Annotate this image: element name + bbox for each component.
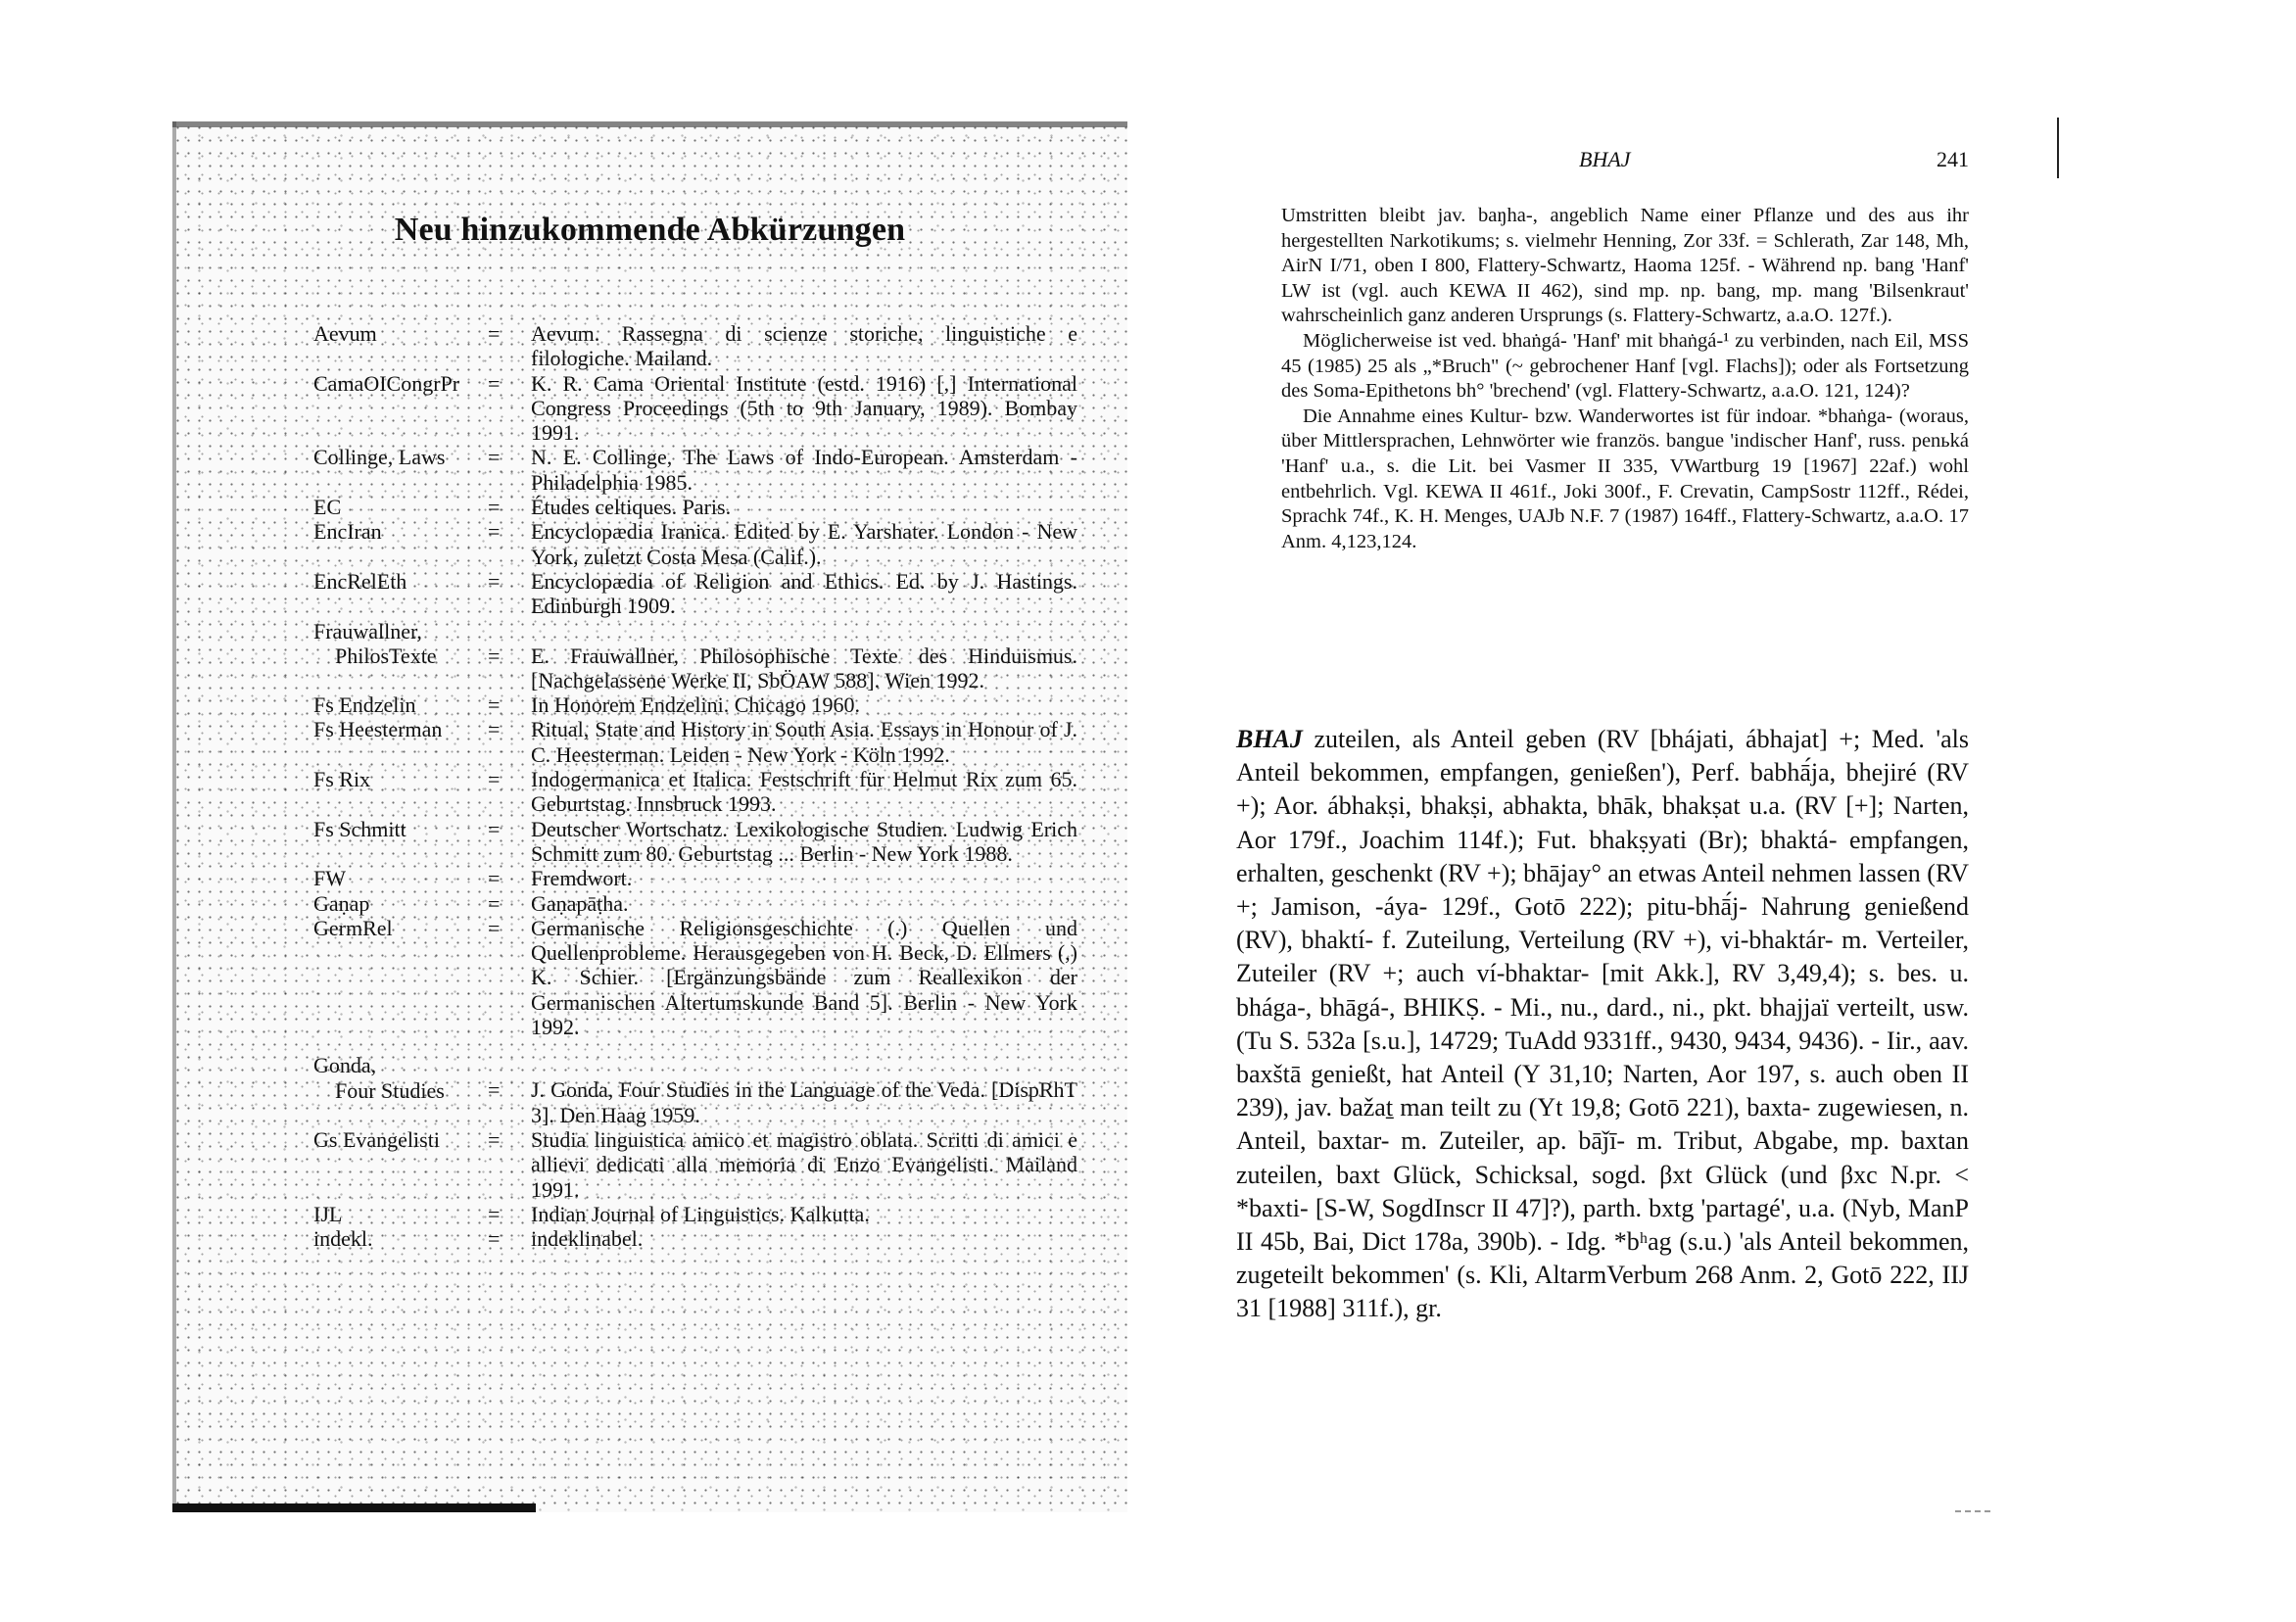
paragraph: Die Annahme eines Kultur- bzw. Wanderwortes ist für indoar. *bhaṅga- (woraus, über Mittlersprachen, Lehnwörter wie französ. bangue 'indischer Hanf', russ. penьká 'Hanf' u.a., s. die Lit. bei Vasmer II 335, VWartburg 19 [1967] 22af.) wohl entbehrlich. Vgl. KEWA II 461f., Joki 300f., F. Crevatin, CampSostr 112ff., Rédei, Sprachk 74f., K. H. Menges, UAJb N.F. 7 (1987) 164ff., Flattery-Schwartz, a.a.O. 17 Anm. 4,123,124. [1281, 405, 1969, 552]
equals-sign: = [488, 495, 501, 520]
list-item [313, 321, 1077, 371]
abbreviation-term [313, 1053, 488, 1103]
abbreviation-term: EncRelEth [313, 568, 407, 594]
page-edge-left [172, 121, 176, 1512]
list-item [313, 866, 1077, 890]
page-fold-line [2057, 118, 2059, 178]
list-item [313, 1053, 1077, 1127]
abbreviation-term: FW [313, 866, 346, 891]
equals-sign: = [488, 519, 501, 545]
list-item [313, 916, 1077, 1039]
abbreviation-definition: In Honorem Endzelini. Chicago 1960. [531, 692, 861, 718]
abbreviation-definition: N. E. Collinge, The Laws of Indo-European. Amsterdam - Philadelphia 1985. [531, 445, 1077, 495]
abbreviation-definition: E. Frauwallner, Philosophische Texte des Hinduismus. [Nachgelassene Werke II, SbÖAW 588]. Wien 1992. [531, 643, 1077, 692]
equals-sign: = [488, 717, 501, 742]
abbreviation-list [313, 321, 1077, 1251]
equals-sign: = [488, 866, 501, 891]
list-item [313, 495, 1077, 519]
abbreviation-definition: Ritual, State and History in South Asia. Essays in Honour of J. C. Heesterman. Leiden - New York - Köln 1992. [531, 717, 1077, 767]
abbreviation-definition: Gaṇapāṭha. [531, 890, 629, 916]
entry-text: zuteilen, als Anteil geben (RV [bhájati, ábhajat] +; Med. 'als Anteil bekommen, empfangen, genießen'), Perf. babhā́ja, bhejiré (RV +); Aor. ábhakṣi, bhakṣi, abhakta, bhāk, bhakṣat u.a. (RV [+]; Narten, Aor 179f., Joachim 114f.); Fut. bhakṣyati (Br); bhaktá- empfangen, erhalten, geschenkt (RV +); bhājay° an etwas Anteil nehmen lassen (RV +; Jamison, -áya- 129f., Gotō 222); pitu-bhā́j- Nahrung genießend (RV), bhaktí- f. Zuteilung, Verteilung (RV +), vi-bhaktár- m. Verteiler, Zuteiler (RV +; auch ví-bhaktar- [mit Akk.], RV 3,49,4); s. bes. u. bhága-, bhāgá-, BHIKṢ. - Mi., nu., dard., ni., pkt. bhajjaï verteilt, usw. (Tu S. 532a [s.u.], 14729; TuAdd 9331ff., 9430, 9434, 9436). - Iir., aav. baxštā genießt, hat Anteil (Y 31,10; Narten, Aor 197, s. auch oben II 239), jav. bažaṯ man teilt zu (Yt 19,8; Gotō 221), baxta- zugewiesen, n. Anteil, baxtar- m. Zuteiler, ap. bāǰī- m. Tribut, Abgabe, mp. baxtan zuteilen, baxt Glück, Schicksal, sogd. βxt Glück (und βxc N.pr. < *baxti- [S-W, SogdInscr II 47]?), parth. bxtg 'partagé', u.a. (Nyb, ManP II 45b, Bai, Dict 178a, 390b). - Idg. *bʰag (s.u.) 'als Anteil bekommen, zugeteilt bekommen' (s. Kli, AltarmVerbum 268 Anm. 2, Gotō 222, IIJ 31 [1988] 311f.), gr. [1236, 725, 1969, 1323]
abbreviation-term-line: Gonda, [313, 1053, 377, 1078]
equals-sign: = [488, 890, 501, 916]
equals-sign: = [488, 767, 501, 792]
abbreviation-definition: Encyclopædia of Religion and Ethics. Ed. by J. Hastings. Edinburgh 1909. [531, 568, 1077, 619]
list-item [313, 1202, 1077, 1226]
abbreviation-term: Fs Endzelin [313, 692, 416, 718]
small-print-text [1281, 204, 1969, 554]
abbreviation-definition: J. Gonda, Four Studies in the Language of the Veda. [DispRhT 3]. Den Haag 1959. [531, 1077, 1077, 1127]
right-page [1236, 96, 1981, 1526]
abbreviation-definition: Germanische Religionsgeschichte (.) Quellen und Quellenprobleme. Herausgegeben von H. Beck, D. Ellmers (,) K. Schier. [Ergänzungsbände zum Reallexikon der Germanischen Altertumskunde Band 5]. Berlin - New York 1992. [531, 915, 1077, 1040]
list-item [313, 519, 1077, 569]
abbreviation-term: indekl. [313, 1226, 373, 1252]
equals-sign: = [488, 1126, 501, 1152]
dictionary-entry [1236, 723, 1969, 1326]
abbreviation-definition: K. R. Cama Oriental Institute (estd. 1916) [,] International Congress Proceedings (5th to 9th January, 1989). Bombay 1991. [531, 370, 1077, 446]
list-item [313, 891, 1077, 916]
page-edge-bottom [172, 1503, 536, 1512]
list-item [313, 619, 1077, 693]
list-item [313, 767, 1077, 817]
abbreviation-term: GermRel [313, 915, 393, 940]
page-title: Neu hinzukommende Abkürzungen [394, 212, 906, 248]
abbreviation-term-line: Frauwallner, [313, 618, 422, 644]
equals-sign: = [488, 568, 501, 594]
equals-sign: = [488, 816, 501, 841]
equals-sign: = [488, 915, 501, 940]
abbreviation-term: Fs Rix [313, 767, 371, 792]
abbreviation-term: Fs Heesterman [313, 717, 443, 742]
abbreviation-definition: Encyclopædia Iranica. Edited by E. Yarshater. London - New York, zuletzt Costa Mesa (Calif.). [531, 519, 1077, 569]
abbreviation-definition: Aevum. Rassegna di scienze storiche, linguistiche e filologiche. Mailand. [531, 321, 1077, 371]
abbreviation-term-line: PhilosTexte [335, 643, 437, 668]
abbreviation-definition: Fremdwort. [531, 866, 633, 891]
abbreviation-term [313, 619, 488, 669]
abbreviation-definition: Studia linguistica amico et magistro oblata. Scritti di amici e allievi dedicati alla memoria di Enzo Evangelisti. Mailand 1991. [531, 1126, 1077, 1202]
abbreviation-term: Collinge, Laws [313, 445, 446, 470]
equals-sign: = [488, 321, 501, 346]
abbreviation-term: Fs Schmitt [313, 816, 407, 841]
equals-sign: = [488, 1077, 501, 1103]
list-item [313, 817, 1077, 867]
page-edge-top [172, 121, 1127, 127]
abbreviation-definition: indeklinabel. [531, 1226, 644, 1252]
abbreviation-term: Gs Evangelisti [313, 1126, 440, 1152]
abbreviation-term: Aevum [313, 321, 377, 346]
abbreviation-term: CamaOICongrPr [313, 370, 460, 396]
equals-sign: = [488, 692, 501, 718]
equals-sign: = [488, 643, 501, 668]
abbreviation-term: IJL [313, 1201, 343, 1226]
page-number: 241 [1937, 147, 1969, 171]
list-item [313, 1226, 1077, 1251]
abbreviation-term: EC [313, 495, 342, 520]
list-item [313, 717, 1077, 767]
entry-lemma: BHAJ [1236, 725, 1315, 753]
list-item [313, 371, 1077, 446]
left-page [172, 121, 1127, 1512]
abbreviation-term: EncIran [313, 519, 382, 545]
list-item [313, 445, 1077, 495]
abbreviation-term: Gaṇap [313, 890, 370, 916]
equals-sign: = [488, 1226, 501, 1252]
abbreviation-term-line: Four Studies [335, 1077, 445, 1103]
abbreviation-definition: Indogermanica et Italica. Festschrift für Helmut Rix zum 65. Geburtstag. Innsbruck 1993. [531, 767, 1077, 817]
abbreviation-definition: Études celtiques. Paris. [531, 495, 732, 520]
equals-sign: = [488, 1201, 501, 1226]
abbreviation-definition: Indian Journal of Linguistics. Kalkutta. [531, 1201, 870, 1226]
scan-mark [1955, 1510, 1990, 1514]
list-item [313, 1127, 1077, 1202]
list-item [313, 569, 1077, 619]
paragraph: Möglicherweise ist ved. bhaṅgá- 'Hanf' mit bhaṅgá-¹ zu verbinden, nach Eil, MSS 45 (1985) 25 als „*Bruch" (~ gebrochener Hanf [vgl. Flachs]); oder als Fortsetzung des Soma-Epithetons bh° 'brechend' (vgl. Flattery-Schwartz, a.a.O. 121, 124)? [1281, 329, 1969, 403]
paragraph: Umstritten bleibt jav. baŋha-, angeblich Name einer Pflanze und des aus ihr hergestellten Narkotikums; s. vielmehr Henning, Zor 33f. = Schlerath, Zar 148, Mh, AirN I/71, oben I 800, Flattery-Schwartz, Haoma 125f. - Während np. bang 'Hanf' LW ist (vgl. auch KEWA II 462), sind mp. np. bang, mp. mang 'Bilsenkraut' wahrscheinlich ganz anderen Ursprungs (s. Flattery-Schwartz, a.a.O. 127f.). [1281, 205, 1969, 327]
equals-sign: = [488, 445, 501, 470]
equals-sign: = [488, 370, 501, 396]
list-item [313, 692, 1077, 717]
abbreviation-definition: Deutscher Wortschatz. Lexikologische Studien. Ludwig Erich Schmitt zum 80. Geburtstag ... Berlin - New York 1988. [531, 816, 1077, 866]
running-head-title: BHAJ [1579, 147, 1631, 171]
